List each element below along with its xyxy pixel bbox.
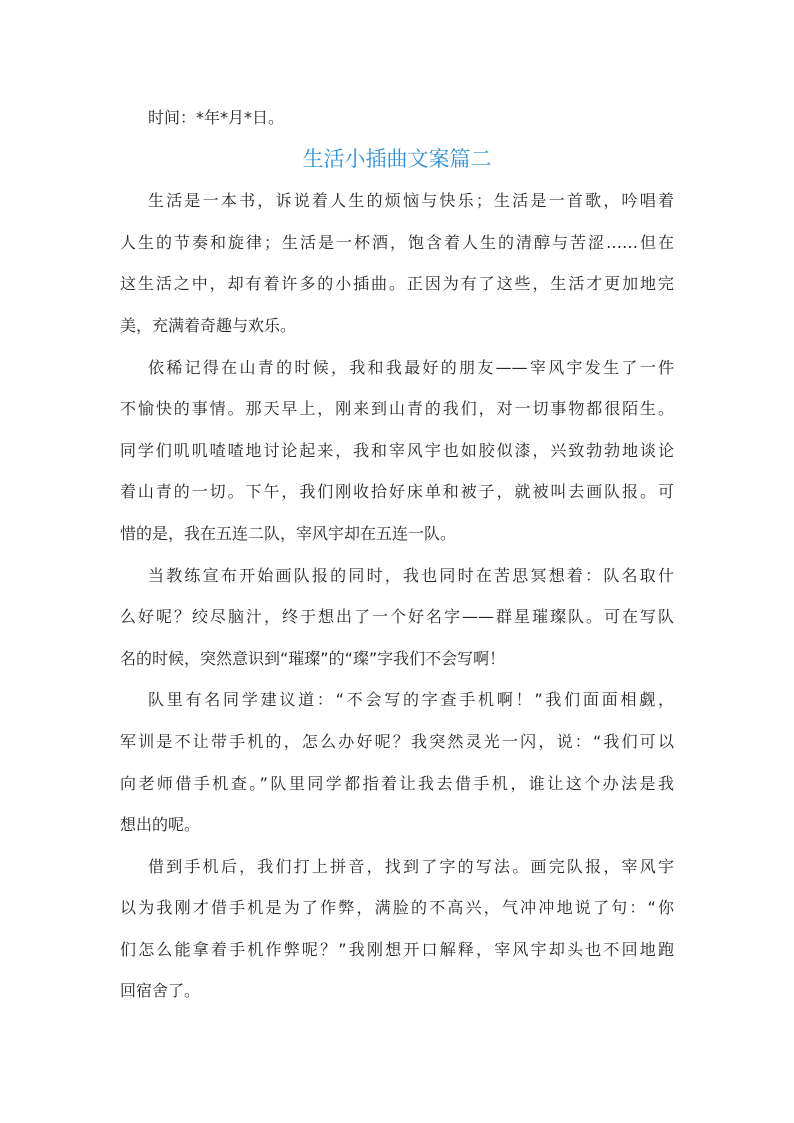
paragraph [120,846,674,1012]
paragraph-line: 名的时候，突然意识到“璀璨”的“璨”字我们不会写啊！ [120,648,506,668]
paragraph-line: 惜的是，我在五连二队，宰风宇却在五连一队。 [120,523,457,543]
paragraph-line: 同学们叽叽喳喳地讨论起来，我和宰风宇也如胶似漆，兴致勃勃地谈论 [120,440,674,460]
paragraph-line: 向老师借手机查。”队里同学都指着让我去借手机，谁让这个办法是我 [120,773,674,793]
paragraph-line: 军训是不让带手机的，怎么办好呢？我突然灵光一闪，说：“我们可以 [120,731,674,751]
paragraph-line: 么好呢？绞尽脑汁，终于想出了一个好名字——群星璀璨队。可在写队 [120,607,674,627]
paragraph-line: 想出的呢。 [120,815,201,835]
paragraph [120,347,674,555]
section-title: 生活小插曲文案篇二 [302,146,492,171]
paragraph-line: 回宿舍了。 [120,981,201,1001]
paragraph-line: 着山青的一切。下午，我们刚收拾好床单和被子，就被叫去画队报。可 [120,482,674,502]
paragraph-line: 生活是一本书，诉说着人生的烦恼与快乐；生活是一首歌，吟唱着 [148,191,674,211]
paragraph [120,679,674,845]
paragraph-line: 美，充满着奇趣与欢乐。 [120,315,297,335]
paragraph-line: 人生的节奏和旋律；生活是一杯酒，饱含着人生的清醇与苦涩……但在 [120,232,674,252]
paragraph-line: 们怎么能拿着手机作弊呢？”我刚想开口解释，宰风宇却头也不回地跑 [120,939,674,959]
paragraph-line: 以为我刚才借手机是为了作弊，满脸的不高兴，气冲冲地说了句：“你 [120,898,674,918]
paragraph [120,180,674,346]
paragraph [120,555,674,680]
paragraph-line: 当教练宣布开始画队报的同时，我也同时在苦思冥想着：队名取什 [148,565,674,585]
paragraph-line: 这生活之中，却有着许多的小插曲。正因为有了这些，生活才更加地完 [120,274,674,294]
paragraph-line: 借到手机后，我们打上拼音，找到了字的写法。画完队报，宰风宇 [148,856,674,876]
paragraph-line: 依稀记得在山青的时候，我和我最好的朋友——宰风宇发生了一件 [148,357,674,377]
document-page [120,97,674,1012]
paragraph-line: 不愉快的事情。那天早上，刚来到山青的我们，对一切事物都很陌生。 [120,399,674,419]
date-line: 时间：*年*月*日。 [148,108,285,127]
paragraph-line: 队里有名同学建议道：“不会写的字查手机啊！”我们面面相觑， [148,690,674,710]
